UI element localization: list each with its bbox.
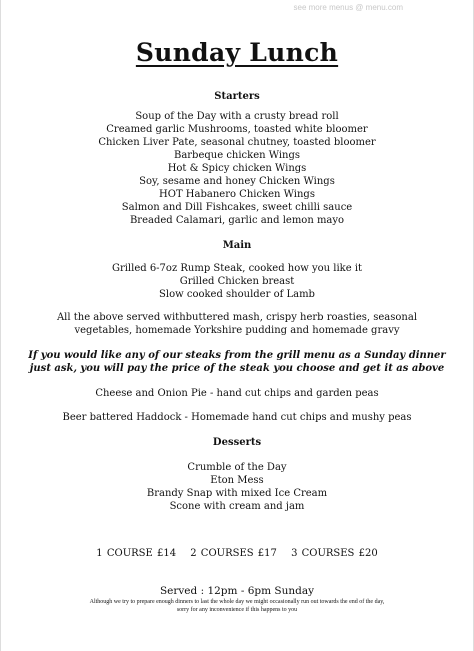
menu-item: Salmon and Dill Fishcakes, sweet chilli sauce	[121, 202, 353, 213]
desserts-list	[1, 461, 473, 513]
price-three-courses: 3 COURSES £20	[291, 548, 378, 559]
page-title: Sunday Lunch	[135, 38, 339, 67]
starters-list	[1, 110, 473, 227]
price-one-course: 1 COURSE £14	[96, 548, 177, 559]
main-list	[1, 262, 473, 301]
served-with-note: All the above served withbuttered mash, crispy herb roasties, seasonal vegetables, homemade Yorkshire pudding and homemade gravy	[56, 312, 418, 336]
starters-heading: Starters	[214, 91, 260, 102]
course-prices	[1, 548, 473, 559]
menu-item: Soy, sesame and honey Chicken Wings	[139, 176, 335, 187]
menu-item: Chicken Liver Pate, seasonal chutney, toasted bloomer	[98, 137, 376, 148]
menu-item: Barbeque chicken Wings	[173, 150, 301, 161]
menu-item: Breaded Calamari, garlic and lemon mayo	[129, 215, 345, 226]
main-heading: Main	[222, 240, 252, 251]
menu-item: Scone with cream and jam	[169, 501, 305, 512]
watermark-text: see more menus @ menu.com	[293, 3, 403, 12]
price-two-courses: 2 COURSES £17	[190, 548, 277, 559]
desserts-heading: Desserts	[212, 437, 262, 448]
menu-item: Creamed garlic Mushrooms, toasted white bloomer	[106, 124, 368, 135]
disclaimer: Although we try to prepare enough dinners to last the whole day we might occasionally run out towards the end of the day, sorry for any inconvenience if this happens to you	[89, 599, 385, 613]
menu-item: HOT Habanero Chicken Wings	[159, 189, 315, 200]
menu-item: Crumble of the Day	[187, 462, 287, 473]
menu-item: Slow cooked shoulder of Lamb	[159, 289, 315, 300]
menu-item: Eton Mess	[210, 475, 264, 486]
menu-item-haddock: Beer battered Haddock - Homemade hand cut chips and mushy peas	[62, 412, 412, 423]
menu-item: Brandy Snap with mixed Ice Cream	[146, 488, 328, 499]
serving-times: Served : 12pm - 6pm Sunday	[159, 585, 315, 597]
menu-item: Hot & Spicy chicken Wings	[167, 163, 307, 174]
menu-item: Grilled Chicken breast	[179, 276, 295, 287]
steak-note: If you would like any of our steaks from the grill menu as a Sunday dinner just ask, you will pay the price of the steak you choose and get it as above	[28, 350, 446, 374]
menu-item: Soup of the Day with a crusty bread roll	[135, 111, 339, 122]
menu-item-pie: Cheese and Onion Pie - hand cut chips and garden peas	[95, 388, 379, 399]
menu-item: Grilled 6-7oz Rump Steak, cooked how you like it	[111, 263, 363, 274]
